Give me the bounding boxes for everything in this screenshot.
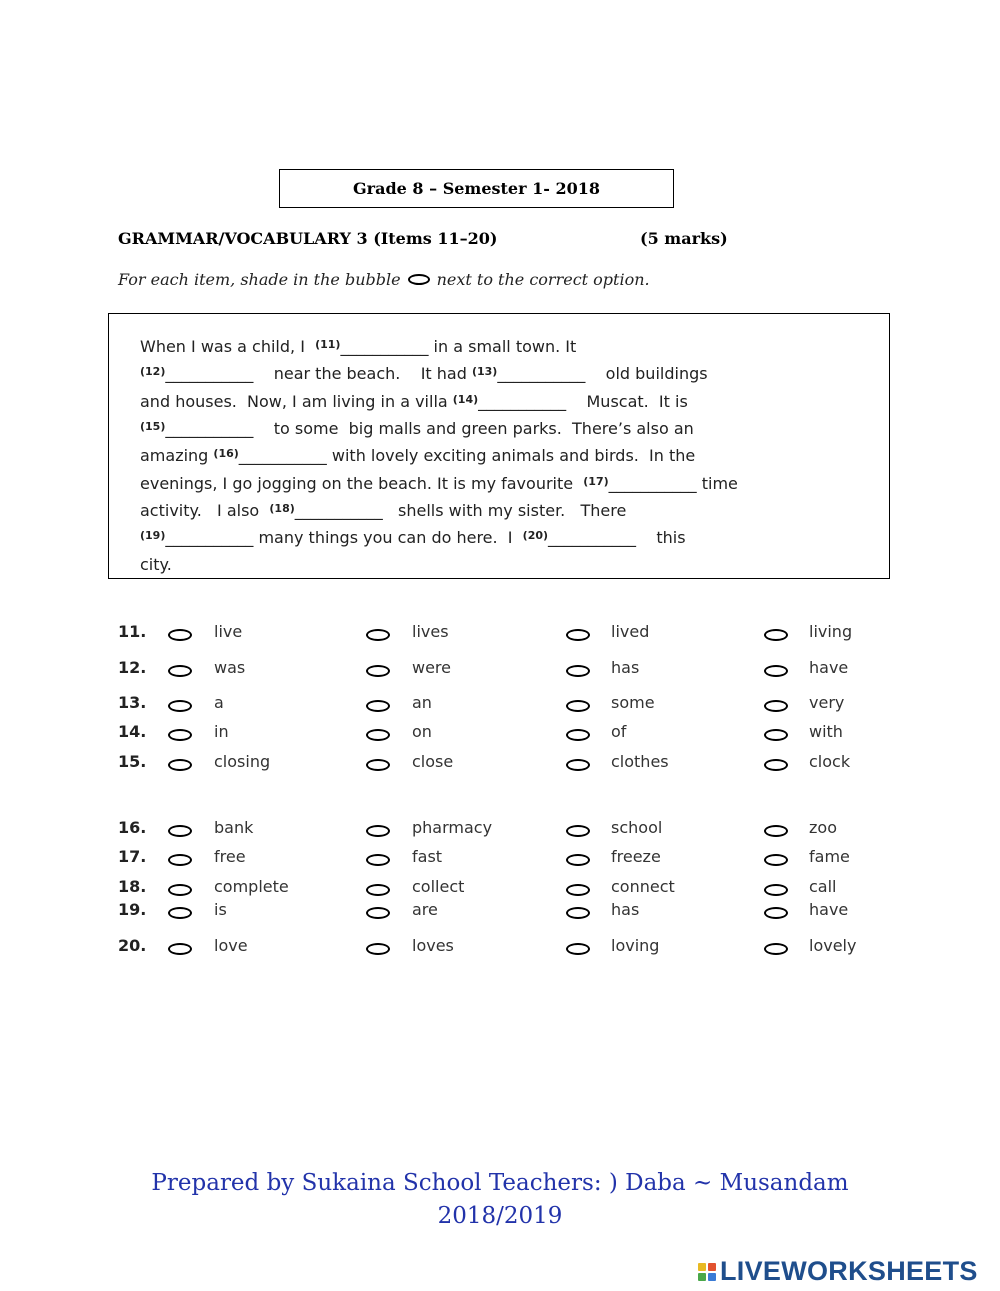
passage-text-segment: When I was a child, I (140, 337, 316, 356)
bubble-icon (408, 274, 430, 285)
answer-blank: ___________ (294, 501, 383, 520)
option-label: very (809, 693, 845, 712)
answer-bubble[interactable] (764, 854, 788, 866)
answer-blank: ___________ (497, 364, 586, 383)
option-label: is (214, 900, 227, 919)
answer-bubble[interactable] (566, 665, 590, 677)
option-label: with (809, 722, 843, 741)
passage-text-segment: old buildings (585, 364, 708, 383)
option-label: have (809, 900, 849, 919)
option-label: have (809, 658, 849, 677)
answer-bubble[interactable] (366, 825, 390, 837)
passage-text-segment: city. (140, 555, 172, 574)
answer-bubble[interactable] (168, 907, 192, 919)
question-number: 14. (118, 722, 147, 741)
footer-credit: Prepared by Sukaina School Teachers: ) Daba ~ Musandam (151, 1170, 849, 1196)
answer-bubble[interactable] (764, 700, 788, 712)
option-label: lives (412, 622, 449, 641)
item-number-marker: (19) (140, 529, 166, 542)
option-label: fame (809, 847, 850, 866)
question-number: 13. (118, 693, 147, 712)
item-number-marker: (20) (522, 529, 549, 542)
passage-text-segment: with lovely exciting animals and birds. In the (326, 446, 696, 465)
option-label: loves (412, 936, 454, 955)
passage-text-segment: Muscat. It is (566, 392, 688, 411)
passage-text-segment: time (696, 474, 738, 493)
option-label: connect (611, 877, 675, 896)
passage-text-segment: to some big malls and green parks. There’s also an (253, 419, 694, 438)
option-label: clothes (611, 752, 669, 771)
answer-bubble[interactable] (566, 943, 590, 955)
section-title: GRAMMAR/VOCABULARY 3 (Items 11–20) (118, 229, 498, 248)
option-label: call (809, 877, 837, 896)
question-number: 11. (118, 622, 147, 641)
question-number: 12. (118, 658, 147, 677)
question-number: 15. (118, 752, 147, 771)
answer-bubble[interactable] (566, 729, 590, 741)
logo-square (698, 1263, 706, 1271)
answer-blank: ___________ (165, 528, 254, 547)
option-label: living (809, 622, 853, 641)
option-label: bank (214, 818, 254, 837)
answer-blank: ___________ (165, 364, 254, 383)
answer-bubble[interactable] (168, 759, 192, 771)
logo-mark-icon (698, 1263, 716, 1281)
instruction-text-before: For each item, shade in the bubble (118, 270, 401, 289)
instruction-text-after: next to the correct option. (436, 270, 650, 289)
answer-bubble[interactable] (366, 907, 390, 919)
answer-bubble[interactable] (366, 700, 390, 712)
logo-square (708, 1263, 716, 1271)
header-title: Grade 8 – Semester 1- 2018 (279, 169, 674, 208)
passage-line (140, 337, 576, 356)
question-number: 19. (118, 900, 147, 919)
answer-bubble[interactable] (764, 825, 788, 837)
answer-bubble[interactable] (764, 884, 788, 896)
item-number-marker: (13) (471, 365, 498, 378)
answer-bubble[interactable] (168, 629, 192, 641)
section-marks: (5 marks) (640, 229, 728, 248)
passage-text-segment: many things you can do here. I (253, 528, 523, 547)
passage-line (140, 364, 708, 383)
passage-text-segment: evenings, I go jogging on the beach. It is my favourite (140, 474, 584, 493)
answer-bubble[interactable] (566, 884, 590, 896)
item-number-marker: (12) (140, 365, 166, 378)
option-label: freeze (611, 847, 661, 866)
question-number: 17. (118, 847, 147, 866)
option-label: has (611, 658, 640, 677)
passage-text-segment: in a small town. It (428, 337, 577, 356)
answer-bubble[interactable] (168, 729, 192, 741)
answer-bubble[interactable] (366, 729, 390, 741)
option-label: free (214, 847, 246, 866)
option-label: lovely (809, 936, 857, 955)
passage-text-segment: activity. I also (140, 501, 270, 520)
answer-blank: ___________ (608, 474, 697, 493)
option-label: clock (809, 752, 851, 771)
passage-line (140, 392, 688, 411)
passage-line (140, 555, 172, 574)
answer-bubble[interactable] (566, 854, 590, 866)
answer-bubble[interactable] (764, 629, 788, 641)
item-number-marker: (11) (315, 338, 341, 351)
option-label: were (412, 658, 451, 677)
answer-blank: ___________ (548, 528, 637, 547)
answer-bubble[interactable] (366, 665, 390, 677)
answer-bubble[interactable] (764, 943, 788, 955)
option-label: of (611, 722, 627, 741)
answer-bubble[interactable] (566, 629, 590, 641)
option-label: was (214, 658, 246, 677)
option-label: loving (611, 936, 660, 955)
question-number: 20. (118, 936, 147, 955)
option-label: are (412, 900, 438, 919)
option-label: has (611, 900, 640, 919)
instruction (118, 270, 650, 289)
option-label: an (412, 693, 432, 712)
passage-line (140, 528, 686, 547)
answer-bubble[interactable] (168, 700, 192, 712)
answer-bubble[interactable] (366, 759, 390, 771)
option-label: in (214, 722, 229, 741)
answer-bubble[interactable] (168, 943, 192, 955)
footer-year: 2018/2019 (437, 1203, 563, 1229)
passage-text-segment: near the beach. It had (253, 364, 472, 383)
logo-text: LIVEWORKSHEETS (720, 1256, 978, 1286)
item-number-marker: (14) (452, 393, 479, 406)
answer-bubble[interactable] (764, 907, 788, 919)
answer-bubble[interactable] (566, 759, 590, 771)
answer-bubble[interactable] (168, 884, 192, 896)
answer-bubble[interactable] (366, 884, 390, 896)
answer-bubble[interactable] (764, 759, 788, 771)
answer-blank: ___________ (165, 419, 254, 438)
item-number-marker: (15) (140, 420, 166, 433)
passage-line (140, 474, 738, 493)
answer-blank: ___________ (340, 337, 429, 356)
item-number-marker: (16) (213, 447, 239, 460)
passage-text-segment: and houses. Now, I am living in a villa (140, 392, 453, 411)
answer-bubble[interactable] (764, 665, 788, 677)
answer-blank: ___________ (478, 392, 567, 411)
question-number: 16. (118, 818, 147, 837)
passage-line (140, 446, 695, 465)
answer-bubble[interactable] (566, 825, 590, 837)
option-label: a (214, 693, 224, 712)
option-label: lived (611, 622, 650, 641)
passage-line (140, 419, 694, 438)
option-label: closing (214, 752, 271, 771)
option-label: live (214, 622, 243, 641)
answer-bubble[interactable] (566, 700, 590, 712)
option-label: love (214, 936, 248, 955)
option-label: collect (412, 877, 465, 896)
answer-bubble[interactable] (764, 729, 788, 741)
option-label: complete (214, 877, 289, 896)
option-label: school (611, 818, 663, 837)
answer-bubble[interactable] (366, 943, 390, 955)
answer-bubble[interactable] (366, 629, 390, 641)
answer-bubble[interactable] (168, 854, 192, 866)
answer-bubble[interactable] (168, 825, 192, 837)
item-number-marker: (18) (269, 502, 295, 515)
passage-line (140, 501, 626, 520)
passage-text-segment: amazing (140, 446, 214, 465)
passage-text-segment: this (636, 528, 686, 547)
option-label: on (412, 722, 432, 741)
passage-text-segment: shells with my sister. There (382, 501, 627, 520)
item-number-marker: (17) (583, 475, 609, 488)
option-label: fast (412, 847, 443, 866)
option-label: zoo (809, 818, 837, 837)
question-number: 18. (118, 877, 147, 896)
liveworksheets-logo (698, 1256, 978, 1287)
option-label: some (611, 693, 655, 712)
answer-bubble[interactable] (168, 665, 192, 677)
logo-square (698, 1273, 706, 1281)
option-label: close (412, 752, 454, 771)
answer-bubble[interactable] (566, 907, 590, 919)
logo-square (708, 1273, 716, 1281)
answer-blank: ___________ (238, 446, 327, 465)
option-label: pharmacy (412, 818, 493, 837)
answer-bubble[interactable] (366, 854, 390, 866)
